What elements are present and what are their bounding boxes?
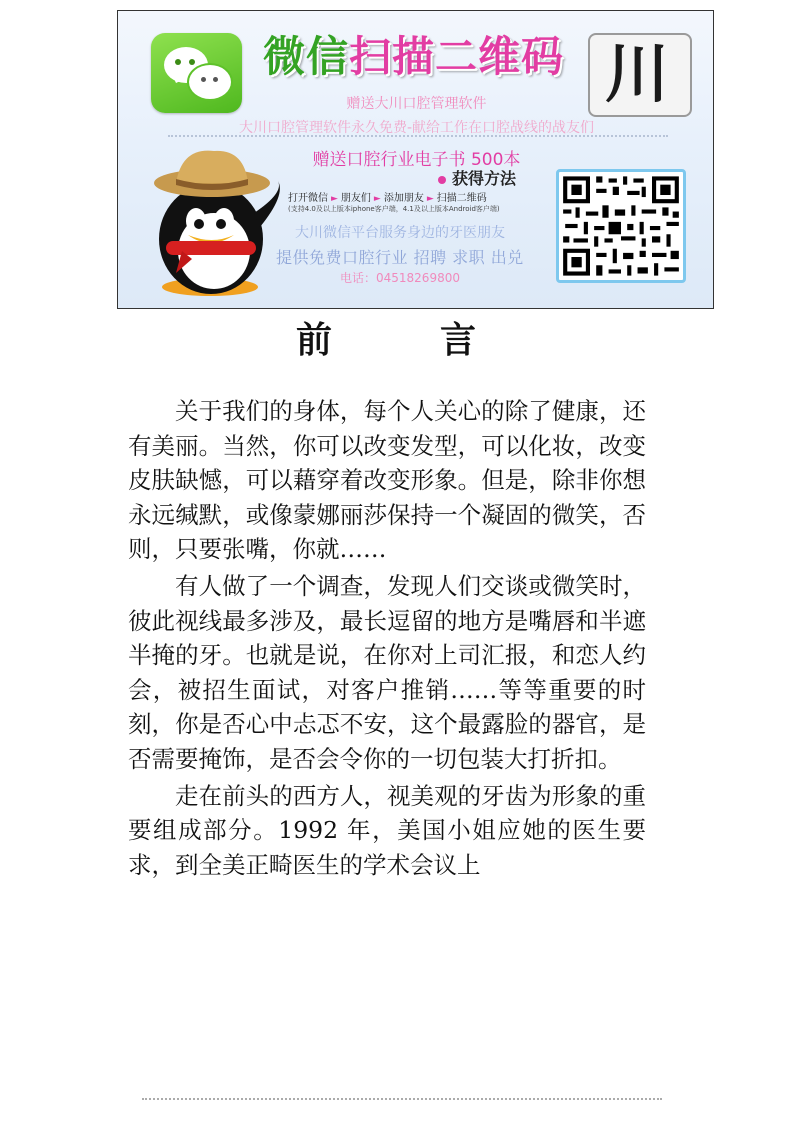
penguin-mascot-icon: [136, 141, 296, 301]
arrow-right-icon: ►: [426, 194, 434, 204]
banner-divider: [168, 135, 668, 137]
banner-title-wechat: 微信: [263, 32, 350, 81]
client-support-note: (支持4.0及以上版本iphone客户端，4.1及以上版本Android客户端): [288, 205, 500, 213]
paragraph: 走在前头的西方人，视美观的牙齿为形象的重要组成部分。1992 年，美国小姐应她的医生要求，到全美正畸医生的学术会议上: [128, 781, 646, 879]
paragraph: 有人做了一个调查，发现人们交谈或微笑时，彼此视线最多涉及，最长逗留的地方是嘴唇和半遮半掩的牙。也就是说，在你对上司汇报，和恋人约会，被招生面试，对客户推销……等等重要的时刻，你是否心中忐忑不安，这个最露脸的器官，是否需要掩饰，是否会令你的一切包装大打折扣。: [128, 572, 646, 773]
wechat-ad-banner: [117, 10, 714, 309]
banner-tagline: 大川口腔管理软件永久免费-献给工作在口腔战线的战友们: [238, 120, 595, 136]
arrow-right-icon: ►: [373, 194, 381, 204]
step-1: 打开微信: [288, 193, 328, 204]
arrow-right-icon: ►: [331, 194, 338, 204]
step-2: 朋友们: [340, 193, 371, 204]
banner-subtitle: 赠送大川口腔管理软件: [346, 96, 487, 112]
banner-ebook-offer: 赠送口腔行业电子书 500本: [312, 150, 521, 170]
banner-title-scan: 扫描二维码: [349, 32, 565, 81]
bullet-icon: [438, 176, 446, 184]
step-4: 扫描二维码: [436, 193, 487, 204]
page-title-char-2: 言: [439, 320, 476, 361]
banner-title: [263, 31, 564, 83]
howto-steps: [288, 189, 487, 204]
offer-text: 提供免费口腔行业 招聘 求职 出兑: [276, 248, 524, 267]
howto-label: 获得方法: [452, 169, 517, 188]
preface-body: [128, 394, 646, 885]
scan-artifact-line: [142, 1098, 662, 1100]
page-title-char-1: 前: [296, 320, 333, 361]
service-text: 大川微信平台服务身边的牙医朋友: [295, 225, 505, 241]
page-title: [296, 318, 476, 364]
step-3: 添加朋友: [383, 193, 424, 204]
dachuan-seal-logo: 川: [588, 33, 692, 117]
phone-number: 电话：04518269800: [340, 271, 460, 285]
howto-heading: [438, 166, 516, 189]
qr-code-icon: [556, 169, 686, 283]
paragraph: 关于我们的身体，每个人关心的除了健康，还有美丽。当然，你可以改变发型，可以化妆，改变皮肤缺憾，可以藉穿着改变形象。但是，除非你想永远缄默，或像蒙娜丽莎保持一个凝固的微笑，否则，只要张嘴，你就……: [128, 397, 646, 563]
